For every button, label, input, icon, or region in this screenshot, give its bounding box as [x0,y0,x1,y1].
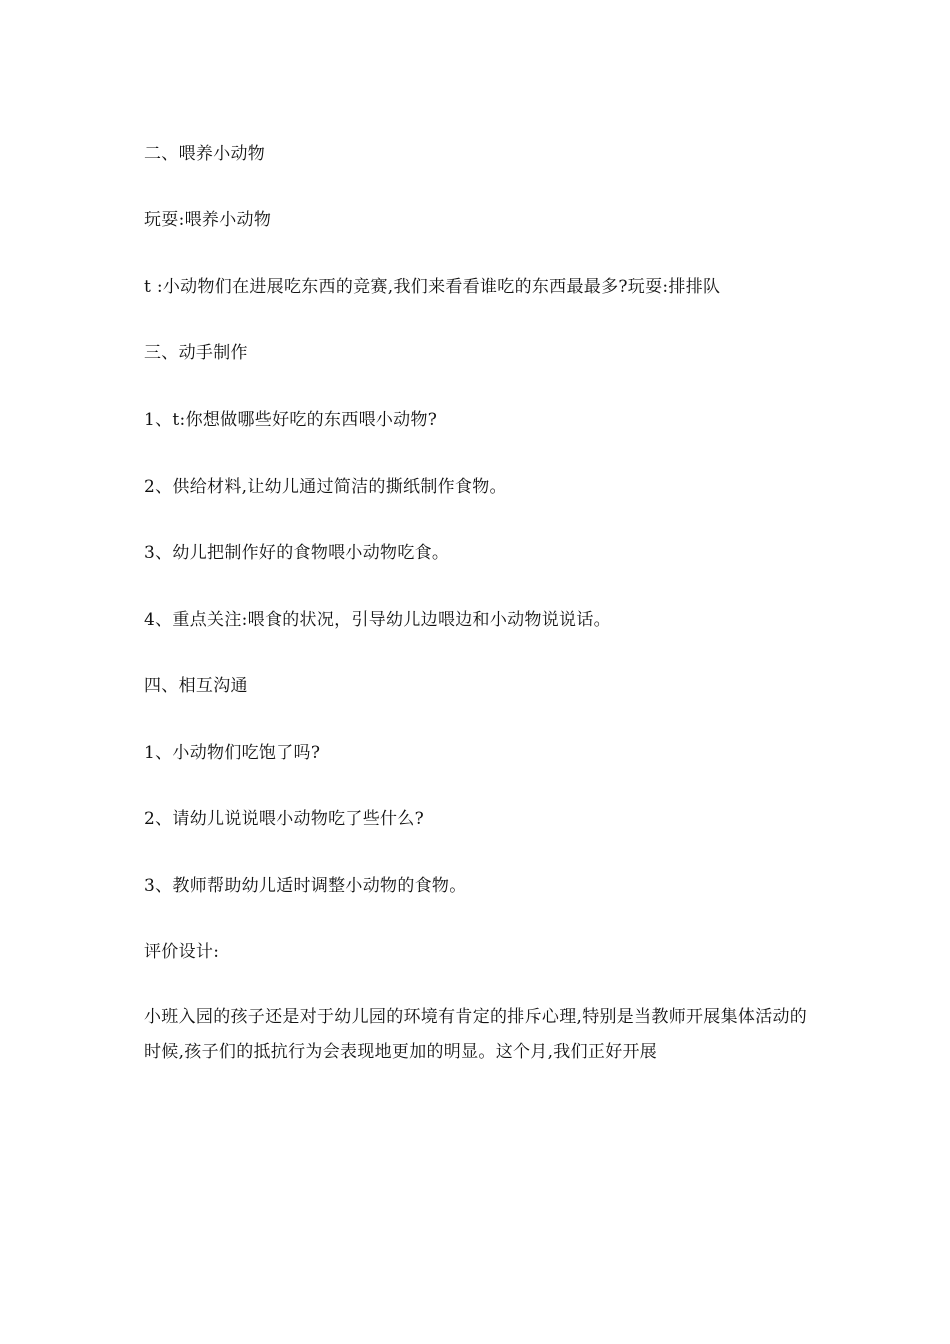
evaluation-paragraph: 小班入园的孩子还是对于幼儿园的环境有肯定的排斥心理,特别是当教师开展集体活动的时候,孩子们的抵抗行为会表现地更加的明显。这个月,我们正好开展 [144,1007,808,1062]
step-2-materials: 2、供给材料,让幼儿通过简洁的撕纸制作食物。 [144,477,507,497]
game-feed-animals: 玩耍:喂养小动物 [144,210,272,230]
step-3-feeding: 3、幼儿把制作好的食物喂小动物吃食。 [144,543,450,563]
heading-feed-animals: 二、喂养小动物 [144,144,266,164]
heading-hands-on: 三、动手制作 [144,343,248,363]
comm-2-what-eaten: 2、请幼儿说说喂小动物吃了些什么? [144,809,425,829]
step-4-focus: 4、重点关注:喂食的状况，引导幼儿边喂边和小动物说说话。 [144,610,611,630]
heading-communication: 四、相互沟通 [144,676,248,696]
step-1-question: 1、t:你想做哪些好吃的东西喂小动物? [144,410,438,430]
comm-3-adjust: 3、教师帮助幼儿适时调整小动物的食物。 [144,876,467,896]
teacher-line-competition: t :小动物们在进展吃东西的竞赛,我们来看看谁吃的东西最最多?玩耍:排排队 [144,277,721,297]
comm-1-full: 1、小动物们吃饱了吗? [144,743,321,763]
heading-evaluation: 评价设计: [144,942,220,962]
